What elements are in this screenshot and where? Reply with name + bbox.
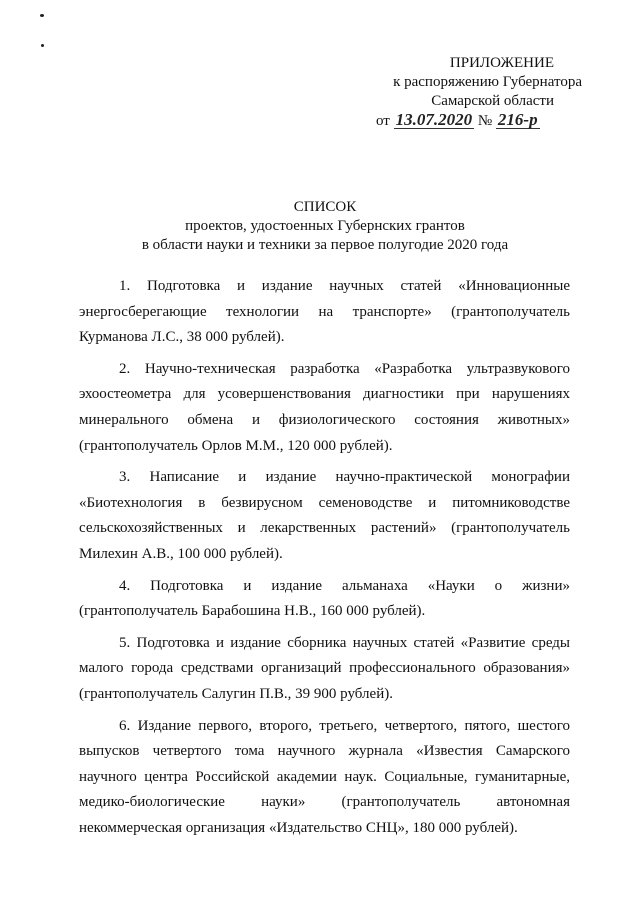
document-subtitle-2: в области науки и техники за первое полугодие 2020 года — [141, 237, 509, 253]
scan-speck — [41, 44, 44, 47]
appendix-line-region: Самарской области — [431, 93, 554, 109]
document-subtitle-1: проектов, удостоенных Губернских грантов — [185, 218, 465, 234]
project-item-5: 5. Подготовка и издание сборника научных статей «Развитие среды малого города средствами организаций профессионального образования» (грантополучатель Салугин П.В., 39 900 рублей). — [79, 634, 570, 702]
handwritten-date: 13.07.2020 — [395, 110, 473, 129]
appendix-date-line — [372, 111, 582, 131]
project-item-6: 6. Издание первого, второго, третьего, четвертого, пятого, шестого выпусков четвертого тома научного журнала «Известия Самарского научного центра Российской академии наук. Социальные, гуманитарные, медико-биологические науки» (грантополучатель автономная некоммерческая организация «Издательство СНЦ», 180 000 рублей). — [79, 717, 570, 836]
appendix-line-decree: к распоряжению Губернатора — [393, 74, 582, 90]
project-item-3: 3. Написание и издание научно-практической монографии «Биотехнология в безвирусном семеноводстве и питомниководстве сельскохозяйственных и лекарственных растений» (грантополучатель Милехин А.В., 100 000 рублей). — [79, 469, 570, 562]
date-prefix: от — [376, 113, 390, 129]
scan-speck — [40, 14, 44, 17]
document-heading — [80, 198, 570, 255]
project-list — [79, 274, 570, 847]
handwritten-number: 216-р — [497, 110, 538, 129]
appendix-title: ПРИЛОЖЕНИЕ — [449, 55, 554, 71]
project-item-4: 4. Подготовка и издание альманаха «Науки о жизни» (грантополучатель Барабошина Н.В., 160 000 рублей). — [79, 577, 570, 620]
appendix-header — [372, 54, 582, 131]
number-prefix: № — [477, 113, 493, 129]
document-title: СПИСОК — [293, 199, 357, 215]
project-item-2: 2. Научно-техническая разработка «Разработка ультразвукового эхоостеометра для усовершенствования диагностики при нарушениях минерального обмена и физиологического состояния животных» (грантополучатель Орлов М.М., 120 000 рублей). — [79, 360, 570, 454]
project-item-1: 1. Подготовка и издание научных статей «Инновационные энергосберегающие технологии на транспорте» (грантополучатель Курманова Л.С., 38 000 рублей). — [79, 278, 570, 346]
